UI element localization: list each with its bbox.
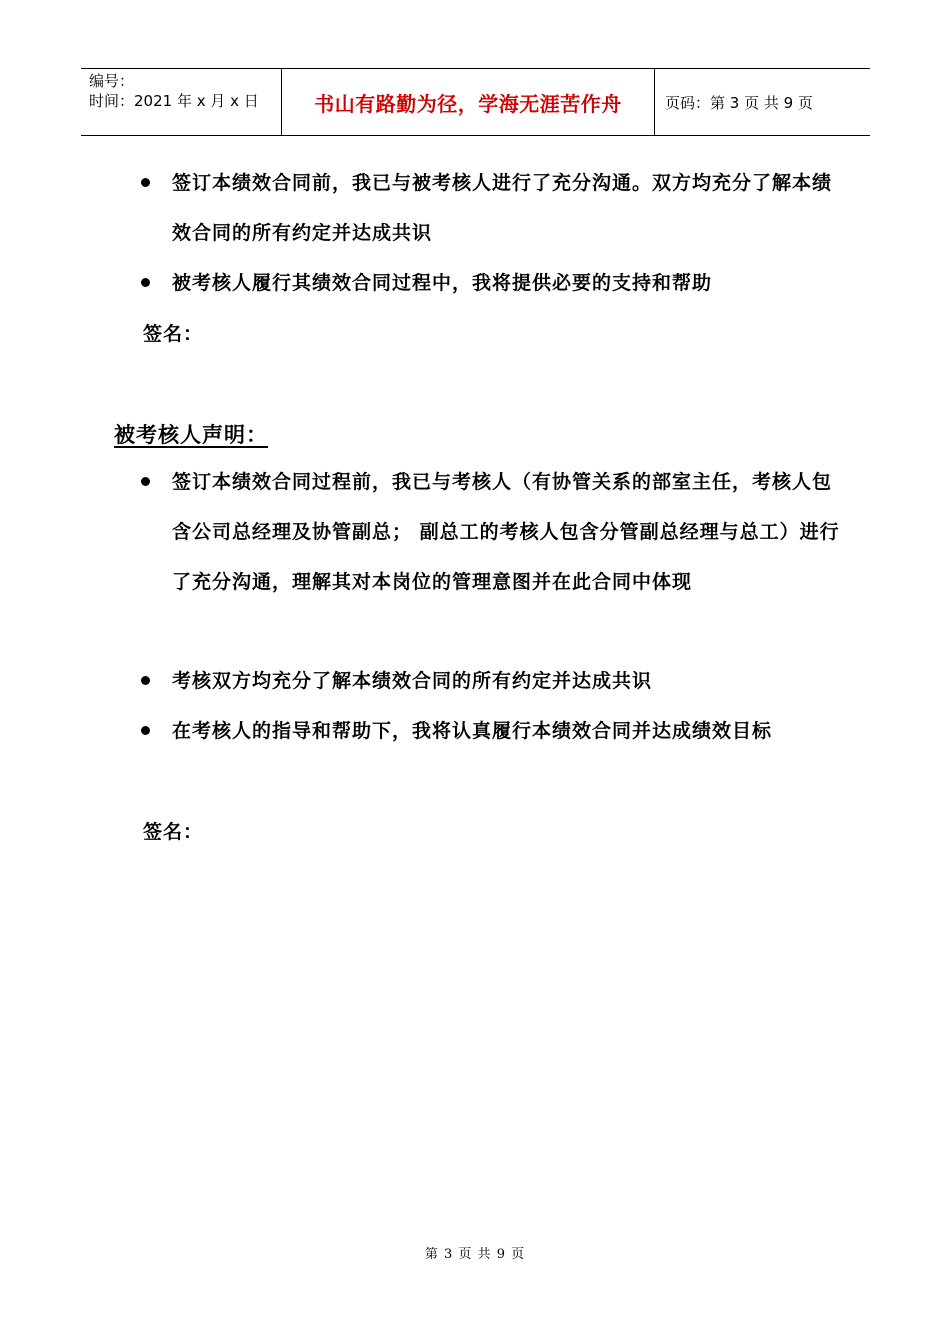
- bullet-icon: [141, 178, 150, 187]
- examinee-statement-item: 签订本绩效合同过程前，我已与考核人（有协管关系的部室主任，考核人包含公司总经理及协管副总； 副总工的考核人包含分管副总经理与总工）进行了充分沟通，理解其对本岗位的管理意图并在此合同中体现: [172, 457, 842, 607]
- examiner-statement-item: 签订本绩效合同前，我已与被考核人进行了充分沟通。双方均充分了解本绩效合同的所有约定并达成共识: [172, 158, 842, 258]
- header-motto: 书山有路勤为径，学海无涯苦作舟: [282, 69, 655, 135]
- examiner-statement-item: 被考核人履行其绩效合同过程中，我将提供必要的支持和帮助: [172, 258, 842, 308]
- document-number-label: 编号：: [89, 72, 135, 90]
- bullet-icon: [141, 477, 150, 486]
- bullet-icon: [141, 726, 150, 735]
- examiner-signature-label: 签名：: [143, 323, 204, 345]
- examinee-statement-item: 考核双方均充分了解本绩效合同的所有约定并达成共识: [172, 656, 842, 706]
- page-footer: 第 3 页 共 9 页: [424, 1247, 526, 1262]
- examinee-signature-label: 签名：: [143, 821, 204, 843]
- bullet-icon: [141, 676, 150, 685]
- header-page-info: 页码：第 3 页 共 9 页: [665, 93, 813, 112]
- bullet-icon: [141, 278, 150, 287]
- document-date: 时间：2021 年 x 月 x 日: [89, 92, 259, 110]
- document-header: [81, 68, 870, 136]
- header-meta-cell: [81, 69, 282, 135]
- examinee-statement-item: 在考核人的指导和帮助下，我将认真履行本绩效合同并达成绩效目标: [172, 706, 842, 756]
- examinee-section-title: 被考核人声明：: [114, 422, 268, 447]
